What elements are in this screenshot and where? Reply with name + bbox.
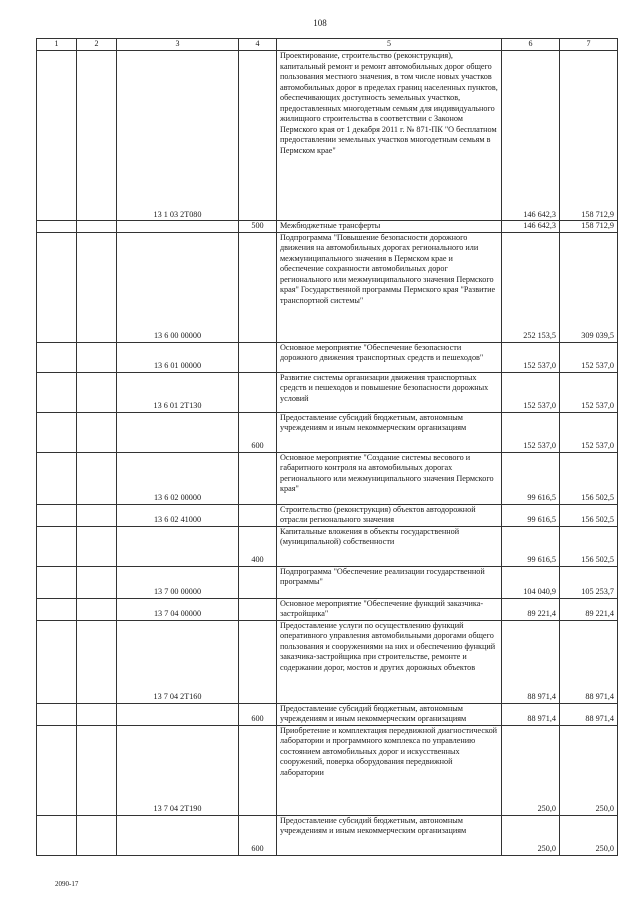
row-cell-subsection (77, 725, 117, 815)
description-cell: Межбюджетные трансферты (277, 221, 502, 233)
amount-year2-cell: 250,0 (560, 725, 618, 815)
row-cell-subsection (77, 566, 117, 598)
table-row (37, 452, 618, 504)
expense-type-cell (239, 566, 277, 598)
amount-year1-cell: 99 616,5 (502, 452, 560, 504)
row-cell-subsection (77, 51, 117, 221)
budget-code-cell (117, 703, 239, 725)
amount-year2-cell: 152 537,0 (560, 372, 618, 412)
amount-year2-cell: 158 712,9 (560, 221, 618, 233)
row-cell-subsection (77, 221, 117, 233)
description-cell: Приобретение и комплектация передвижной диагностической лаборатории и программного комплекса по управлению состоянием автомобильных дорог и искусственных сооружений, поверка оборудования передвижной лаборатории (277, 725, 502, 815)
row-cell-section (37, 221, 77, 233)
expense-type-cell (239, 51, 277, 221)
expense-type-cell: 400 (239, 526, 277, 566)
table-row (37, 815, 618, 855)
budget-code-cell: 13 6 02 00000 (117, 452, 239, 504)
row-cell-subsection (77, 815, 117, 855)
expense-type-cell (239, 372, 277, 412)
table-row (37, 221, 618, 233)
budget-code-cell (117, 221, 239, 233)
table-row (37, 620, 618, 703)
amount-year2-cell: 88 971,4 (560, 703, 618, 725)
row-cell-section (37, 725, 77, 815)
row-cell-section (37, 51, 77, 221)
table-row (37, 526, 618, 566)
table-header-row (37, 39, 618, 51)
row-cell-subsection (77, 504, 117, 526)
table-row (37, 725, 618, 815)
description-cell: Основное мероприятие "Создание системы весового и габаритного контроля на автомобильных дорогах регионального или межмуниципального значения Пермского края" (277, 452, 502, 504)
amount-year1-cell: 88 971,4 (502, 620, 560, 703)
amount-year2-cell: 152 537,0 (560, 342, 618, 372)
row-cell-section (37, 598, 77, 620)
row-cell-section (37, 412, 77, 452)
amount-year2-cell: 105 253,7 (560, 566, 618, 598)
table-row (37, 566, 618, 598)
amount-year2-cell: 309 039,5 (560, 232, 618, 342)
amount-year1-cell: 104 040,9 (502, 566, 560, 598)
description-cell: Подпрограмма "Повышение безопасности дорожного движения на автомобильных дорогах регионального или межмуниципального значения в Пермском крае и обеспечение сохранности автомобильных дорог регионального или межмуниципального значения Пермского края" Государственной программы Пермского края "Развитие транспортной системы" (277, 232, 502, 342)
amount-year1-cell: 250,0 (502, 725, 560, 815)
amount-year1-cell: 146 642,3 (502, 51, 560, 221)
amount-year1-cell: 152 537,0 (502, 342, 560, 372)
row-cell-subsection (77, 412, 117, 452)
description-cell: Основное мероприятие "Обеспечение безопасности дорожного движения транспортных средств и пешеходов" (277, 342, 502, 372)
document-code: 2090-17 (55, 880, 79, 888)
amount-year1-cell: 99 616,5 (502, 526, 560, 566)
amount-year2-cell: 156 502,5 (560, 504, 618, 526)
budget-code-cell (117, 815, 239, 855)
row-cell-section (37, 342, 77, 372)
description-cell: Основное мероприятие "Обеспечение функций заказчика-застройщика" (277, 598, 502, 620)
table-row (37, 372, 618, 412)
budget-code-cell: 13 6 02 41000 (117, 504, 239, 526)
expense-type-cell (239, 504, 277, 526)
amount-year2-cell: 152 537,0 (560, 412, 618, 452)
amount-year2-cell: 250,0 (560, 815, 618, 855)
description-cell: Капитальные вложения в объекты государственной (муниципальной) собственности (277, 526, 502, 566)
row-cell-subsection (77, 620, 117, 703)
expense-type-cell: 600 (239, 703, 277, 725)
description-cell: Предоставление субсидий бюджетным, автономным учреждениям и иным некоммерческим организациям (277, 703, 502, 725)
description-cell: Подпрограмма "Обеспечение реализации государственной программы" (277, 566, 502, 598)
table-row (37, 51, 618, 221)
budget-code-cell: 13 7 00 00000 (117, 566, 239, 598)
budget-code-cell: 13 7 04 2Т160 (117, 620, 239, 703)
expense-type-cell (239, 452, 277, 504)
row-cell-section (37, 526, 77, 566)
column-header: 3 (117, 39, 239, 51)
row-cell-subsection (77, 703, 117, 725)
budget-code-cell: 13 1 03 2Т080 (117, 51, 239, 221)
row-cell-subsection (77, 598, 117, 620)
row-cell-subsection (77, 452, 117, 504)
description-cell: Предоставление субсидий бюджетным, автономным учреждениям и иным некоммерческим организациям (277, 815, 502, 855)
description-cell: Проектирование, строительство (реконструкция), капитальный ремонт и ремонт автомобильных дорог общего пользования местного значения, в том числе новых участков автомобильных дорог в пределах границ населенных пунктов, обеспечивающих доступность земельных участков, предоставленных многодетным семьям для индивидуального жилищного строительства в соответствии с Законом Пермского края от 1 декабря 2011 г. № 871-ПК "О бесплатном предоставлении земельных участков многодетным семьям в Пермском крае" (277, 51, 502, 221)
budget-code-cell: 13 7 04 00000 (117, 598, 239, 620)
amount-year2-cell: 88 971,4 (560, 620, 618, 703)
budget-code-cell: 13 7 04 2Т190 (117, 725, 239, 815)
expense-type-cell: 600 (239, 412, 277, 452)
budget-code-cell: 13 6 01 00000 (117, 342, 239, 372)
row-cell-subsection (77, 342, 117, 372)
amount-year1-cell: 250,0 (502, 815, 560, 855)
amount-year1-cell: 89 221,4 (502, 598, 560, 620)
amount-year2-cell: 158 712,9 (560, 51, 618, 221)
amount-year1-cell: 252 153,5 (502, 232, 560, 342)
row-cell-subsection (77, 232, 117, 342)
description-cell: Строительство (реконструкция) объектов автодорожной отрасли регионального значения (277, 504, 502, 526)
budget-code-cell (117, 412, 239, 452)
row-cell-section (37, 504, 77, 526)
row-cell-section (37, 703, 77, 725)
amount-year2-cell: 156 502,5 (560, 526, 618, 566)
expense-type-cell: 500 (239, 221, 277, 233)
page-number: 108 (313, 18, 327, 28)
table-row (37, 232, 618, 342)
row-cell-section (37, 452, 77, 504)
amount-year1-cell: 146 642,3 (502, 221, 560, 233)
description-cell: Предоставление услуги по осуществлению функций оперативного управления автомобильными дорогами общего пользования и сооружениями на них и обеспечению функций заказчика-застройщика при строительстве, ремонте и содержании дорог, мостов и других дорожных объектов (277, 620, 502, 703)
column-header: 6 (502, 39, 560, 51)
amount-year2-cell: 89 221,4 (560, 598, 618, 620)
row-cell-section (37, 815, 77, 855)
expense-type-cell (239, 620, 277, 703)
budget-code-cell: 13 6 00 00000 (117, 232, 239, 342)
amount-year1-cell: 99 616,5 (502, 504, 560, 526)
row-cell-section (37, 566, 77, 598)
budget-code-cell (117, 526, 239, 566)
expense-type-cell (239, 598, 277, 620)
expense-type-cell (239, 725, 277, 815)
column-header: 2 (77, 39, 117, 51)
column-header: 4 (239, 39, 277, 51)
table-row (37, 703, 618, 725)
amount-year1-cell: 152 537,0 (502, 412, 560, 452)
row-cell-subsection (77, 372, 117, 412)
description-cell: Развитие системы организации движения транспортных средств и пешеходов и повышение безопасности дорожных условий (277, 372, 502, 412)
table-row (37, 342, 618, 372)
table-row (37, 412, 618, 452)
expense-type-cell (239, 342, 277, 372)
table-row (37, 504, 618, 526)
column-header: 5 (277, 39, 502, 51)
column-header: 1 (37, 39, 77, 51)
row-cell-section (37, 372, 77, 412)
budget-code-cell: 13 6 01 2Т130 (117, 372, 239, 412)
row-cell-subsection (77, 526, 117, 566)
amount-year2-cell: 156 502,5 (560, 452, 618, 504)
amount-year1-cell: 88 971,4 (502, 703, 560, 725)
table-row (37, 598, 618, 620)
budget-table (36, 38, 618, 856)
column-header: 7 (560, 39, 618, 51)
amount-year1-cell: 152 537,0 (502, 372, 560, 412)
description-cell: Предоставление субсидий бюджетным, автономным учреждениям и иным некоммерческим организациям (277, 412, 502, 452)
row-cell-section (37, 232, 77, 342)
expense-type-cell: 600 (239, 815, 277, 855)
expense-type-cell (239, 232, 277, 342)
row-cell-section (37, 620, 77, 703)
